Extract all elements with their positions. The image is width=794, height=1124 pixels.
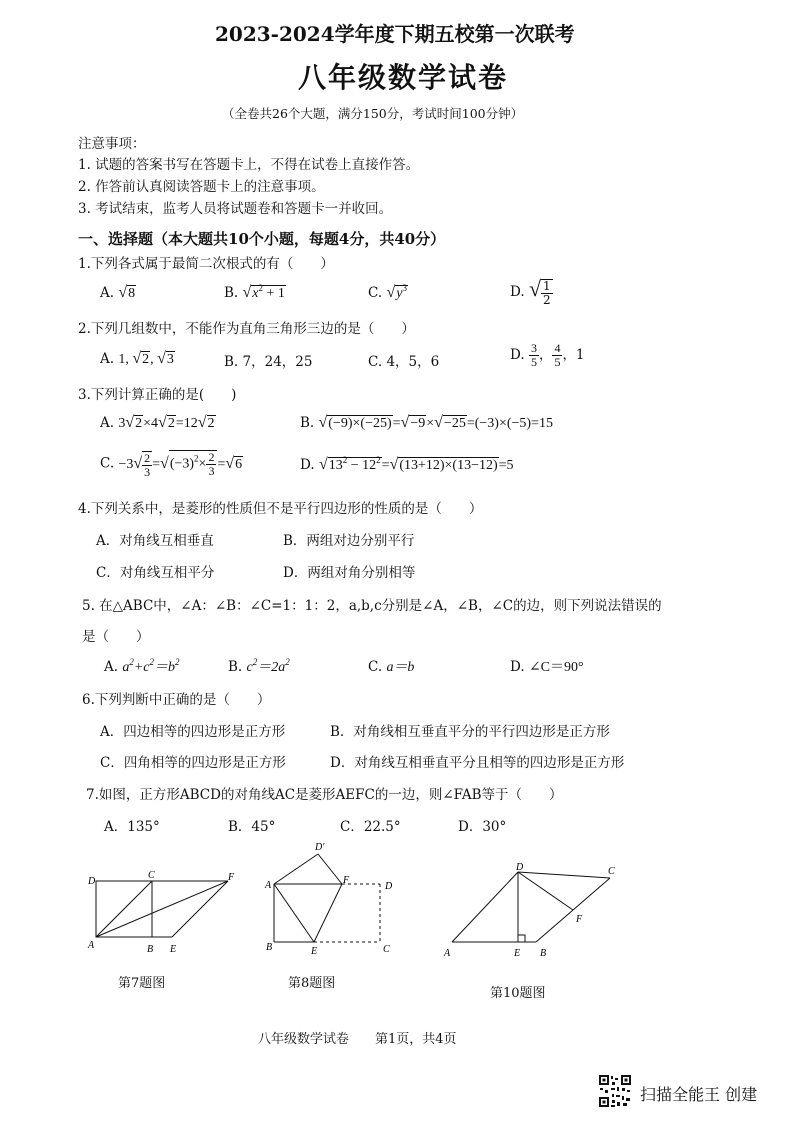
option-label: C. xyxy=(100,455,115,472)
option-label: C. xyxy=(368,285,383,301)
option: C．四角相等的四边形是正方形 xyxy=(100,755,286,771)
option-label: B. xyxy=(224,285,239,301)
point-label: C xyxy=(608,866,615,877)
side-ef xyxy=(172,881,228,937)
option: B．45° xyxy=(228,819,276,835)
option-label: B. xyxy=(224,354,239,370)
side-dfd-folded xyxy=(318,854,342,884)
point-label: F xyxy=(576,914,583,925)
figure-caption: 第10题图 xyxy=(490,986,546,1001)
point-label: A xyxy=(444,948,451,959)
side-ad-folded xyxy=(274,854,318,884)
option: D．30° xyxy=(458,819,507,835)
option-label: B. xyxy=(300,415,315,431)
point-label: C xyxy=(148,870,155,881)
option-label: A. xyxy=(104,659,119,675)
option-label: A. xyxy=(100,415,115,431)
option: C．对角线互相平分 xyxy=(96,565,215,581)
section-heading: 一、选择题（本大题共10个小题，每题4分，共40分） xyxy=(78,230,446,248)
option-label: D. xyxy=(300,457,315,473)
question-stem: 1.下列各式属于最简二次根式的有（ ） xyxy=(78,256,334,272)
question-stem: 6.下列判断中正确的是（ ） xyxy=(82,692,271,708)
figure-8 xyxy=(262,838,402,960)
figure-caption: 第7题图 xyxy=(118,976,166,991)
right-angle-mark xyxy=(518,935,525,942)
figure-10 xyxy=(440,858,630,966)
crease-ef xyxy=(314,884,342,942)
crease-ae xyxy=(274,884,314,942)
option: C. 4，5，6 xyxy=(368,354,440,370)
option: D. √ $\frac{1}{2}$ xyxy=(510,276,551,307)
notes-heading: 注意事项： xyxy=(78,136,146,152)
option: A．四边相等的四边形是正方形 xyxy=(100,724,286,740)
point-label: A xyxy=(265,880,272,891)
qr-code-icon xyxy=(598,1074,632,1108)
option-label: A. xyxy=(100,285,115,301)
option: B. $√x^2 + 1$ xyxy=(224,283,285,301)
option: B．两组对边分别平行 xyxy=(283,533,415,549)
page-footer: 八年级数学试卷 第1页，共4页 xyxy=(258,1032,457,1047)
option: A. 1, √2, √3 xyxy=(100,350,174,367)
option: D．对角线互相垂直平分且相等的四边形是正方形 xyxy=(330,755,625,771)
option-label: D. xyxy=(510,347,525,363)
option: A．135° xyxy=(104,819,160,835)
point-label: D xyxy=(88,876,96,887)
option-label: C. xyxy=(368,354,383,370)
point-label: A xyxy=(88,940,95,951)
question-stem: 是（ ） xyxy=(82,629,150,645)
option: C. −3√ $\frac{2}{3}$ $=√(-3)^2\times$ $\frac{2}{3}$ =√6 xyxy=(100,450,243,479)
point-label: B xyxy=(147,944,154,955)
point-label: E xyxy=(170,944,177,955)
point-label: D xyxy=(385,881,393,892)
option: A. √8 xyxy=(100,284,136,301)
option: B. 7，24，25 xyxy=(224,354,313,370)
exam-title: 2023-2024学年度下期五校第一次联考 xyxy=(215,22,575,46)
question-stem: 4.下列关系中，是菱形的性质但不是平行四边形的性质的是（ ） xyxy=(78,501,483,517)
option: D. ∠C＝90° xyxy=(510,659,584,675)
question-stem: 5. 在△ABC中，∠A：∠B：∠C=1：1：2，a,b,c分别是∠A，∠B，∠C的边，则下列说法错误的 xyxy=(82,598,662,614)
segment-af xyxy=(96,881,228,937)
option: D. $\frac{3}{5}$ ， $\frac{4}{5}$ ，1 xyxy=(510,341,585,369)
note-item: 1. 试题的答案书写在答题卡上，不得在试卷上直接作答。 xyxy=(78,157,420,173)
question-stem: 7.如图，正方形ABCD的对角线AC是菱形AEFC的一边，则∠FAB等于（ ） xyxy=(86,787,563,803)
point-label: E xyxy=(311,946,318,957)
point-label: D' xyxy=(315,842,325,853)
side-ad xyxy=(452,872,518,942)
segment-df xyxy=(518,872,573,910)
question-stem: 2.下列几组数中，不能作为直角三角形三边的是（ ） xyxy=(78,321,415,337)
point-label: C xyxy=(383,944,390,955)
option: B．对角线相互垂直平分的平行四边形是正方形 xyxy=(330,724,610,740)
option: C. $√y^3$ xyxy=(368,283,407,301)
point-label: B xyxy=(540,948,547,959)
option: C. a＝b xyxy=(368,659,415,675)
point-label: B xyxy=(266,942,273,953)
option-label: D. xyxy=(510,659,525,675)
diagonal-ac xyxy=(96,881,152,937)
note-item: 3. 考试结束，监考人员将试题卷和答题卡一并收回。 xyxy=(78,201,393,217)
figure-caption: 第8题图 xyxy=(288,976,336,991)
point-label: E xyxy=(514,948,521,959)
option: B. √(−9)×(−25)=√−9×√−25=(−3)×(−5)=15 xyxy=(300,414,553,431)
option: C．22.5° xyxy=(340,819,401,835)
option: A. 3√2×4√2=12√2 xyxy=(100,414,215,431)
paper-info: （全卷共26个大题，满分150分，考试时间100分钟） xyxy=(222,106,524,121)
option: D．两组对角分别相等 xyxy=(283,565,416,581)
option-label: C. xyxy=(368,659,383,675)
question-stem: 3.下列计算正确的是( ) xyxy=(78,387,237,403)
option-label: A. xyxy=(100,351,115,367)
point-label: F xyxy=(343,875,350,886)
option-label: B. xyxy=(228,659,243,675)
watermark-text: 扫描全能王 创建 xyxy=(640,1085,758,1104)
option-label: D. xyxy=(510,284,525,300)
point-label: D xyxy=(516,862,524,873)
option: A. $a^2+c^2=b^2$ xyxy=(104,657,180,675)
point-label: F xyxy=(228,872,235,883)
option: D. $√13^2 - 12^2=√(13+12)\times(13-12)=5$ xyxy=(300,455,514,473)
note-item: 2. 作答前认真阅读答题卡上的注意事项。 xyxy=(78,179,325,195)
side-dc xyxy=(518,872,610,878)
option: B. $c^2=2a^2$ xyxy=(228,657,290,675)
figure-7 xyxy=(80,868,250,960)
option: A．对角线互相垂直 xyxy=(96,533,214,549)
paper-title: 八年级数学试卷 xyxy=(298,61,509,94)
